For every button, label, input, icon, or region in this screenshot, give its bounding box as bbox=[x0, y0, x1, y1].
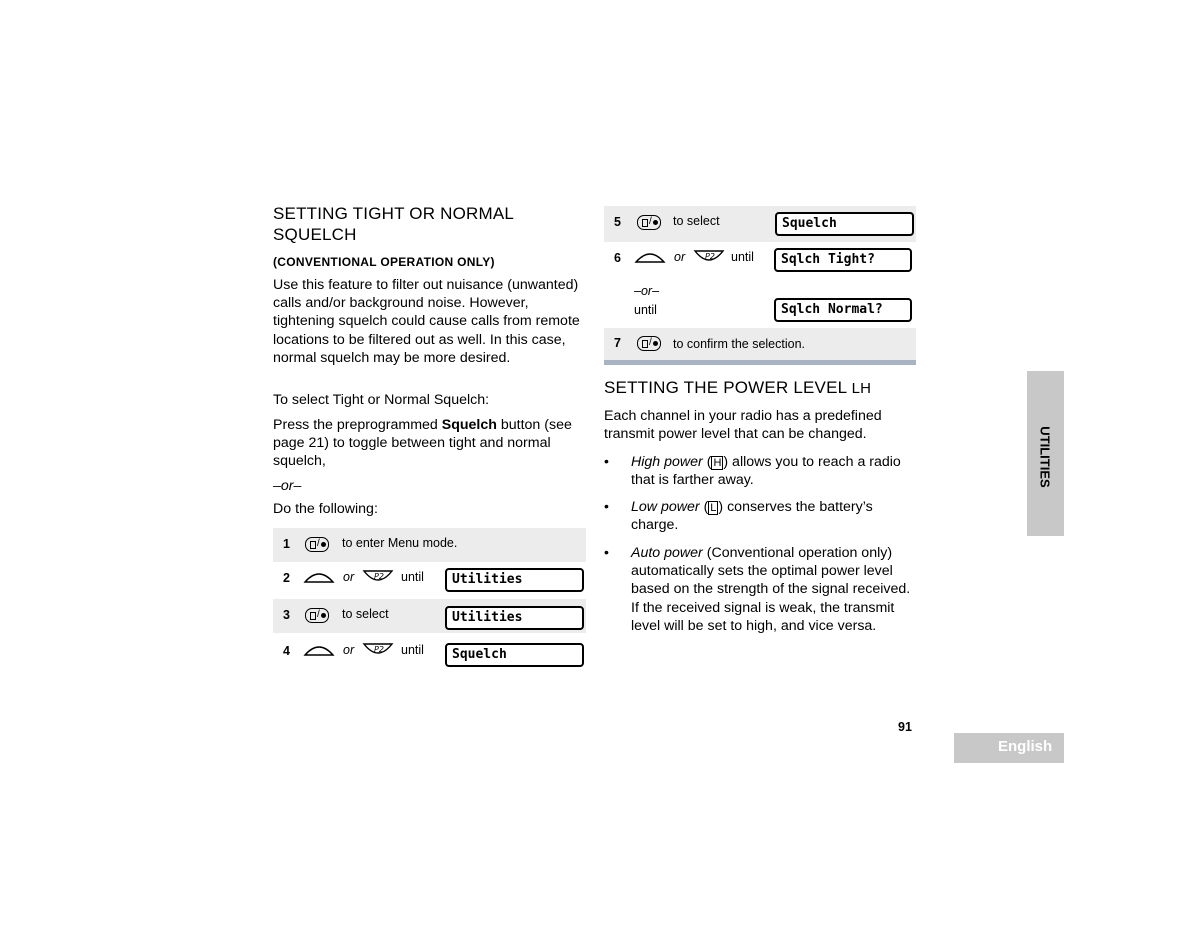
high-power-icon: H bbox=[713, 457, 722, 469]
p2-down-key-icon bbox=[362, 642, 394, 658]
bullet-high-power: High power ( H ) allows you to reach a radio that is farther away. bbox=[631, 454, 901, 489]
menu-key-icon: / bbox=[637, 336, 661, 351]
following-paragraph: Do the following: bbox=[273, 501, 378, 517]
step-row: 3 / to select Utilities bbox=[273, 599, 586, 633]
menu-key-icon: / bbox=[305, 537, 329, 552]
bullet-icon: • bbox=[604, 544, 609, 560]
side-tab-label: UTILITIES bbox=[1037, 426, 1053, 488]
up-arrow-key-icon bbox=[634, 250, 666, 264]
svg-text:P2: P2 bbox=[374, 645, 384, 654]
side-tab-label-wrap bbox=[1030, 417, 1060, 497]
p2-down-key-icon bbox=[362, 569, 394, 585]
step-row: 7 / to confirm the selection. bbox=[604, 328, 916, 360]
radio-display: Squelch bbox=[775, 212, 914, 236]
menu-key-icon: / bbox=[305, 608, 329, 623]
svg-text:P2: P2 bbox=[705, 252, 715, 261]
p2-down-key-icon bbox=[693, 249, 725, 265]
power-intro-paragraph: Each channel in your radio has a predefined transmit power level that can be changed. bbox=[604, 408, 882, 443]
bullet-low-power: Low power ( L ) conserves the battery’s charge. bbox=[631, 499, 873, 534]
or-separator: –or– bbox=[273, 478, 302, 494]
section-subtitle: (CONVENTIONAL OPERATION ONLY) bbox=[273, 255, 495, 269]
up-arrow-key-icon bbox=[303, 643, 335, 657]
section-title-squelch: SETTING TIGHT OR NORMAL SQUELCH bbox=[273, 204, 514, 244]
instruction-paragraph: To select Tight or Normal Squelch: bbox=[273, 392, 490, 408]
menu-key-icon: / bbox=[637, 215, 661, 230]
radio-display: Utilities bbox=[445, 606, 584, 630]
table-bottom-rule bbox=[604, 360, 916, 365]
svg-text:P2: P2 bbox=[374, 572, 384, 581]
step-row: 5 / to select Squelch bbox=[604, 206, 916, 242]
page-number: 91 bbox=[898, 720, 912, 734]
squelch-button-paragraph: Press the preprogrammed Squelch button (see page 21) to toggle between tight and normal squelch, bbox=[273, 417, 572, 470]
step-row: 2 or P2 until Utilities bbox=[273, 562, 586, 596]
radio-display: Utilities bbox=[445, 568, 584, 592]
or-separator: –or– bbox=[634, 284, 660, 298]
bullet-icon: • bbox=[604, 453, 609, 469]
radio-display: Squelch bbox=[445, 643, 584, 667]
bullet-auto-power: Auto power (Conventional operation only) automatically sets the optimal power level based on the strength of the signal received. If the received signal is weak, the transmit level will be set to high, and vice versa. bbox=[631, 545, 911, 634]
section-title-power: SETTING THE POWER LEVEL LH bbox=[604, 378, 872, 397]
language-tab: English bbox=[954, 733, 1064, 763]
radio-display: Sqlch Normal? bbox=[774, 298, 912, 322]
until-label: until bbox=[634, 303, 657, 317]
step-row: 6 or P2 until Sqlch Tight? bbox=[604, 242, 916, 276]
step-row: 4 or P2 until Squelch bbox=[273, 635, 586, 669]
bullet-icon: • bbox=[604, 498, 609, 514]
side-section-tab bbox=[1027, 371, 1064, 536]
intro-paragraph: Use this feature to filter out nuisance (unwanted) calls and/or background noise. However, tightening squelch could cause calls from remote locations to be filtered out as well. In this case, normal squelch may be more desired. bbox=[273, 277, 580, 366]
step-row: 1 / to enter Menu mode. bbox=[273, 528, 586, 562]
radio-display: Sqlch Tight? bbox=[774, 248, 912, 272]
power-level-lh-icon: LH bbox=[851, 380, 872, 397]
low-power-icon: L bbox=[710, 502, 717, 514]
up-arrow-key-icon bbox=[303, 570, 335, 584]
